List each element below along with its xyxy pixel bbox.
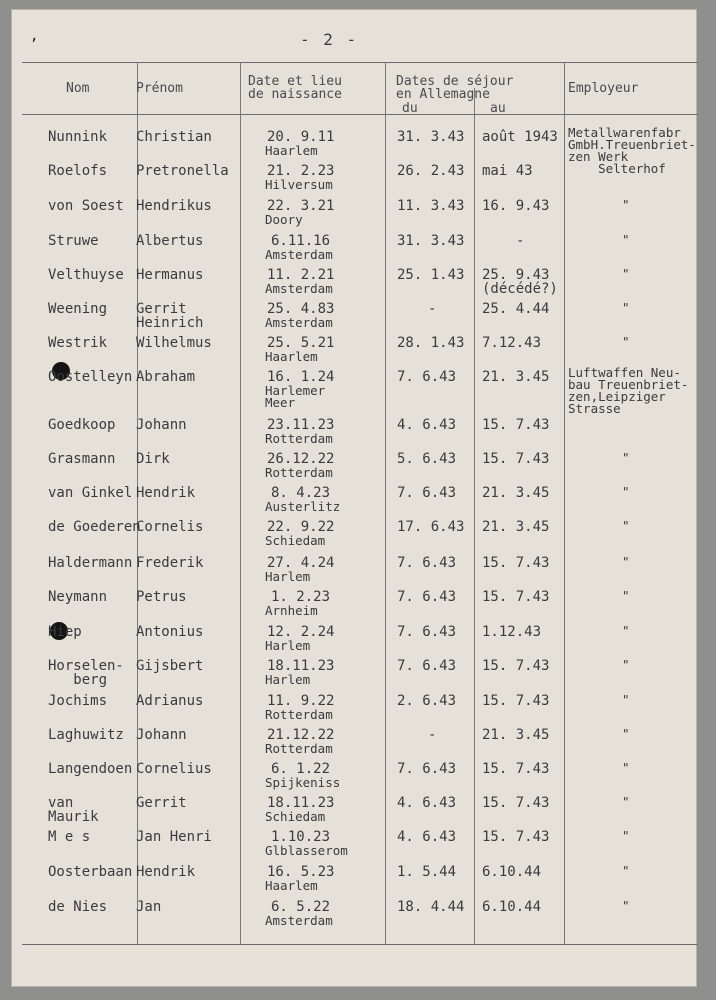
cell-date-naissance: 21.12.22 — [267, 727, 335, 743]
cell-date-du: 26. 2.43 — [397, 163, 465, 179]
cell-prenom: Dirk — [136, 451, 170, 467]
cell-lieu-naissance: Haarlem — [265, 878, 318, 893]
cell-lieu-naissance: Austerlitz — [265, 499, 341, 514]
cell-prenom: Cornelius — [136, 761, 212, 777]
table-bottom-rule — [22, 944, 698, 945]
cell-nom: van Ginkel — [48, 485, 133, 501]
header-bottom-rule — [22, 114, 698, 115]
cell-date-au: 1.12.43 — [482, 624, 542, 640]
cell-date-du: 7. 6.43 — [397, 624, 457, 640]
cell-employeur: " — [622, 484, 630, 499]
cell-employeur: " — [622, 828, 630, 843]
cell-lieu-naissance: Glblasserom — [265, 843, 348, 858]
cell-date-au: 15. 7.43 — [482, 761, 550, 777]
cell-nom: Struwe — [48, 233, 99, 249]
cell-date-naissance: 18.11.23 — [267, 795, 335, 811]
col-divider-nom — [137, 62, 138, 944]
cell-employeur: " — [622, 554, 630, 569]
cell-lieu-naissance: Amsterdam — [265, 281, 333, 296]
cell-date-naissance: 8. 4.23 — [271, 485, 331, 501]
cell-prenom: Jan Henri — [136, 829, 212, 845]
cell-nom: von Soest — [48, 198, 124, 214]
cell-date-au: 15. 7.43 — [482, 795, 550, 811]
cell-employeur: " — [622, 334, 630, 349]
cell-prenom: Hermanus — [136, 267, 204, 283]
cell-date-au: 21. 3.45 — [482, 727, 550, 743]
cell-date-du: 28. 1.43 — [397, 335, 465, 351]
cell-nom: M e s — [48, 829, 91, 845]
cell-date-naissance: 25. 4.83 — [267, 301, 335, 317]
header-dates-sejour: Dates de séjour en Allemagne — [396, 74, 514, 102]
cell-date-du: 4. 6.43 — [397, 829, 457, 845]
cell-date-du: 17. 6.43 — [397, 519, 465, 535]
cell-employeur: " — [622, 300, 630, 315]
cell-nom: Laghuwitz — [48, 727, 124, 743]
cell-lieu-naissance: Harlem — [265, 569, 311, 584]
header-du: du — [402, 101, 418, 116]
cell-date-du: 5. 6.43 — [397, 451, 457, 467]
cell-date-naissance: 22. 9.22 — [267, 519, 335, 535]
cell-date-au: 6.10.44 — [482, 899, 542, 915]
cell-prenom: Johann — [136, 727, 187, 743]
pen-mark: , — [30, 28, 39, 44]
cell-date-naissance: 23.11.23 — [267, 417, 335, 433]
cell-employeur: Luftwaffen Neu- bau Treuenbriet- zen,Leipziger Strasse — [568, 365, 689, 416]
cell-date-du: 7. 6.43 — [397, 369, 457, 385]
cell-date-du: - — [428, 727, 437, 743]
cell-employeur: " — [622, 794, 630, 809]
cell-lieu-naissance: Harlem — [265, 672, 311, 687]
cell-lieu-naissance: Arnheim — [265, 603, 318, 618]
cell-employeur: " — [622, 588, 630, 603]
cell-date-au: 15. 7.43 — [482, 589, 550, 605]
cell-lieu-naissance: Rotterdam — [265, 741, 333, 756]
cell-date-du: 4. 6.43 — [397, 417, 457, 433]
cell-prenom: Pretronella — [136, 163, 229, 179]
cell-date-naissance: 25. 5.21 — [267, 335, 335, 351]
cell-employeur: " — [622, 760, 630, 775]
col-divider-date — [385, 62, 386, 944]
cell-employeur: " — [622, 266, 630, 281]
page-number: - 2 - — [300, 30, 359, 49]
cell-nom: Oostelleyn — [48, 369, 133, 385]
cell-lieu-naissance: Schiedam — [265, 533, 326, 548]
cell-employeur: " — [622, 692, 630, 707]
cell-date-naissance: 11. 2.21 — [267, 267, 335, 283]
cell-nom: van Maurik — [48, 795, 99, 825]
cell-lieu-naissance: Spijkeniss — [265, 775, 341, 790]
cell-employeur: " — [622, 898, 630, 913]
cell-prenom: Johann — [136, 417, 187, 433]
cell-nom: Hiep — [48, 624, 82, 640]
cell-date-du: 7. 6.43 — [397, 555, 457, 571]
cell-date-au: 15. 7.43 — [482, 555, 550, 571]
cell-prenom: Adrianus — [136, 693, 204, 709]
cell-lieu-naissance: Harlemer Meer — [265, 383, 326, 410]
cell-nom: Horselen- berg — [48, 658, 124, 688]
cell-nom: Oosterbaan — [48, 864, 133, 880]
cell-date-naissance: 16. 1.24 — [267, 369, 335, 385]
cell-lieu-naissance: Rotterdam — [265, 707, 333, 722]
table-top-rule — [22, 62, 698, 63]
cell-date-du: 4. 6.43 — [397, 795, 457, 811]
cell-lieu-naissance: Schiedam — [265, 809, 326, 824]
cell-employeur: " — [622, 726, 630, 741]
cell-nom: Westrik — [48, 335, 108, 351]
cell-lieu-naissance: Haarlem — [265, 143, 318, 158]
cell-date-naissance: 6. 5.22 — [271, 899, 331, 915]
cell-lieu-naissance: Doory — [265, 212, 303, 227]
cell-nom: Neymann — [48, 589, 108, 605]
cell-prenom: Gerrit Heinrich — [136, 301, 204, 331]
cell-date-du: 2. 6.43 — [397, 693, 457, 709]
cell-date-du: 7. 6.43 — [397, 485, 457, 501]
cell-prenom: Antonius — [136, 624, 204, 640]
cell-nom: de Goederen — [48, 519, 141, 535]
cell-prenom: Gijsbert — [136, 658, 204, 674]
cell-date-au: 15. 7.43 — [482, 451, 550, 467]
col-divider-sejour — [564, 62, 565, 944]
cell-employeur: " — [622, 450, 630, 465]
cell-date-du: 1. 5.44 — [397, 864, 457, 880]
cell-date-au: mai 43 — [482, 163, 533, 179]
cell-date-du: 7. 6.43 — [397, 589, 457, 605]
cell-date-du: 18. 4.44 — [397, 899, 465, 915]
cell-date-du: 11. 3.43 — [397, 198, 465, 214]
header-date-lieu: Date et lieu de naissance — [248, 74, 342, 102]
cell-lieu-naissance: Amsterdam — [265, 315, 333, 330]
cell-employeur: " — [622, 623, 630, 638]
cell-prenom: Petrus — [136, 589, 187, 605]
cell-date-naissance: 11. 9.22 — [267, 693, 335, 709]
cell-date-au: 7.12.43 — [482, 335, 542, 351]
cell-date-au: 15. 7.43 — [482, 417, 550, 433]
cell-date-naissance: 22. 3.21 — [267, 198, 335, 214]
cell-nom: Langendoen — [48, 761, 133, 777]
cell-date-au: 6.10.44 — [482, 864, 542, 880]
cell-date-au: août 1943 — [482, 129, 558, 145]
col-divider-prenom — [240, 62, 241, 944]
cell-prenom: Jan — [136, 899, 162, 915]
cell-date-au: 21. 3.45 — [482, 369, 550, 385]
cell-employeur: " — [622, 657, 630, 672]
cell-nom: Goedkoop — [48, 417, 116, 433]
cell-prenom: Wilhelmus — [136, 335, 212, 351]
cell-employeur: Metallwarenfabr GmbH.Treuenbriet- zen Werk Selterhof — [568, 125, 696, 176]
cell-date-naissance: 1. 2.23 — [271, 589, 331, 605]
cell-prenom: Christian — [136, 129, 212, 145]
cell-nom: Haldermann — [48, 555, 133, 571]
cell-date-du: - — [428, 301, 437, 317]
cell-prenom: Abraham — [136, 369, 196, 385]
cell-lieu-naissance: Amsterdam — [265, 247, 333, 262]
cell-prenom: Cornelis — [136, 519, 204, 535]
cell-lieu-naissance: Rotterdam — [265, 465, 333, 480]
cell-date-au: 25. 4.44 — [482, 301, 550, 317]
cell-date-naissance: 6. 1.22 — [271, 761, 331, 777]
cell-date-naissance: 1.10.23 — [271, 829, 331, 845]
cell-date-naissance: 6.11.16 — [271, 233, 331, 249]
cell-date-du: 7. 6.43 — [397, 761, 457, 777]
cell-nom: Jochims — [48, 693, 108, 709]
cell-nom: Weening — [48, 301, 108, 317]
cell-date-du: 31. 3.43 — [397, 129, 465, 145]
cell-date-au: 25. 9.43 (décédé?) — [482, 267, 558, 297]
cell-date-au: 15. 7.43 — [482, 693, 550, 709]
cell-lieu-naissance: Hilversum — [265, 177, 333, 192]
cell-prenom: Frederik — [136, 555, 204, 571]
header-prenom: Prénom — [136, 81, 183, 96]
cell-date-au: 15. 7.43 — [482, 829, 550, 845]
cell-date-naissance: 12. 2.24 — [267, 624, 335, 640]
cell-employeur: " — [622, 518, 630, 533]
cell-date-du: 25. 1.43 — [397, 267, 465, 283]
cell-date-du: 31. 3.43 — [397, 233, 465, 249]
cell-prenom: Hendrik — [136, 864, 196, 880]
cell-nom: Grasmann — [48, 451, 116, 467]
cell-prenom: Gerrit — [136, 795, 187, 811]
cell-date-au: 15. 7.43 — [482, 658, 550, 674]
cell-prenom: Hendrikus — [136, 198, 212, 214]
col-divider-du-au — [474, 88, 475, 944]
cell-date-naissance: 21. 2.23 — [267, 163, 335, 179]
cell-date-naissance: 26.12.22 — [267, 451, 335, 467]
cell-date-naissance: 18.11.23 — [267, 658, 335, 674]
cell-nom: Velthuyse — [48, 267, 124, 283]
cell-date-du: 7. 6.43 — [397, 658, 457, 674]
cell-date-au: 16. 9.43 — [482, 198, 550, 214]
cell-date-au: - — [516, 233, 525, 249]
header-nom: Nom — [66, 81, 90, 96]
cell-lieu-naissance: Rotterdam — [265, 431, 333, 446]
cell-date-naissance: 16. 5.23 — [267, 864, 335, 880]
cell-date-au: 21. 3.45 — [482, 519, 550, 535]
cell-date-au: 21. 3.45 — [482, 485, 550, 501]
cell-prenom: Hendrik — [136, 485, 196, 501]
cell-nom: de Nies — [48, 899, 108, 915]
cell-employeur: " — [622, 232, 630, 247]
cell-employeur: " — [622, 197, 630, 212]
cell-employeur: " — [622, 863, 630, 878]
cell-lieu-naissance: Amsterdam — [265, 913, 333, 928]
cell-nom: Roelofs — [48, 163, 108, 179]
cell-date-naissance: 27. 4.24 — [267, 555, 335, 571]
cell-lieu-naissance: Haarlem — [265, 349, 318, 364]
cell-date-naissance: 20. 9.11 — [267, 129, 335, 145]
header-au: au — [490, 101, 506, 116]
cell-prenom: Albertus — [136, 233, 204, 249]
header-employeur: Employeur — [568, 81, 639, 96]
cell-lieu-naissance: Harlem — [265, 638, 311, 653]
cell-nom: Nunnink — [48, 129, 108, 145]
